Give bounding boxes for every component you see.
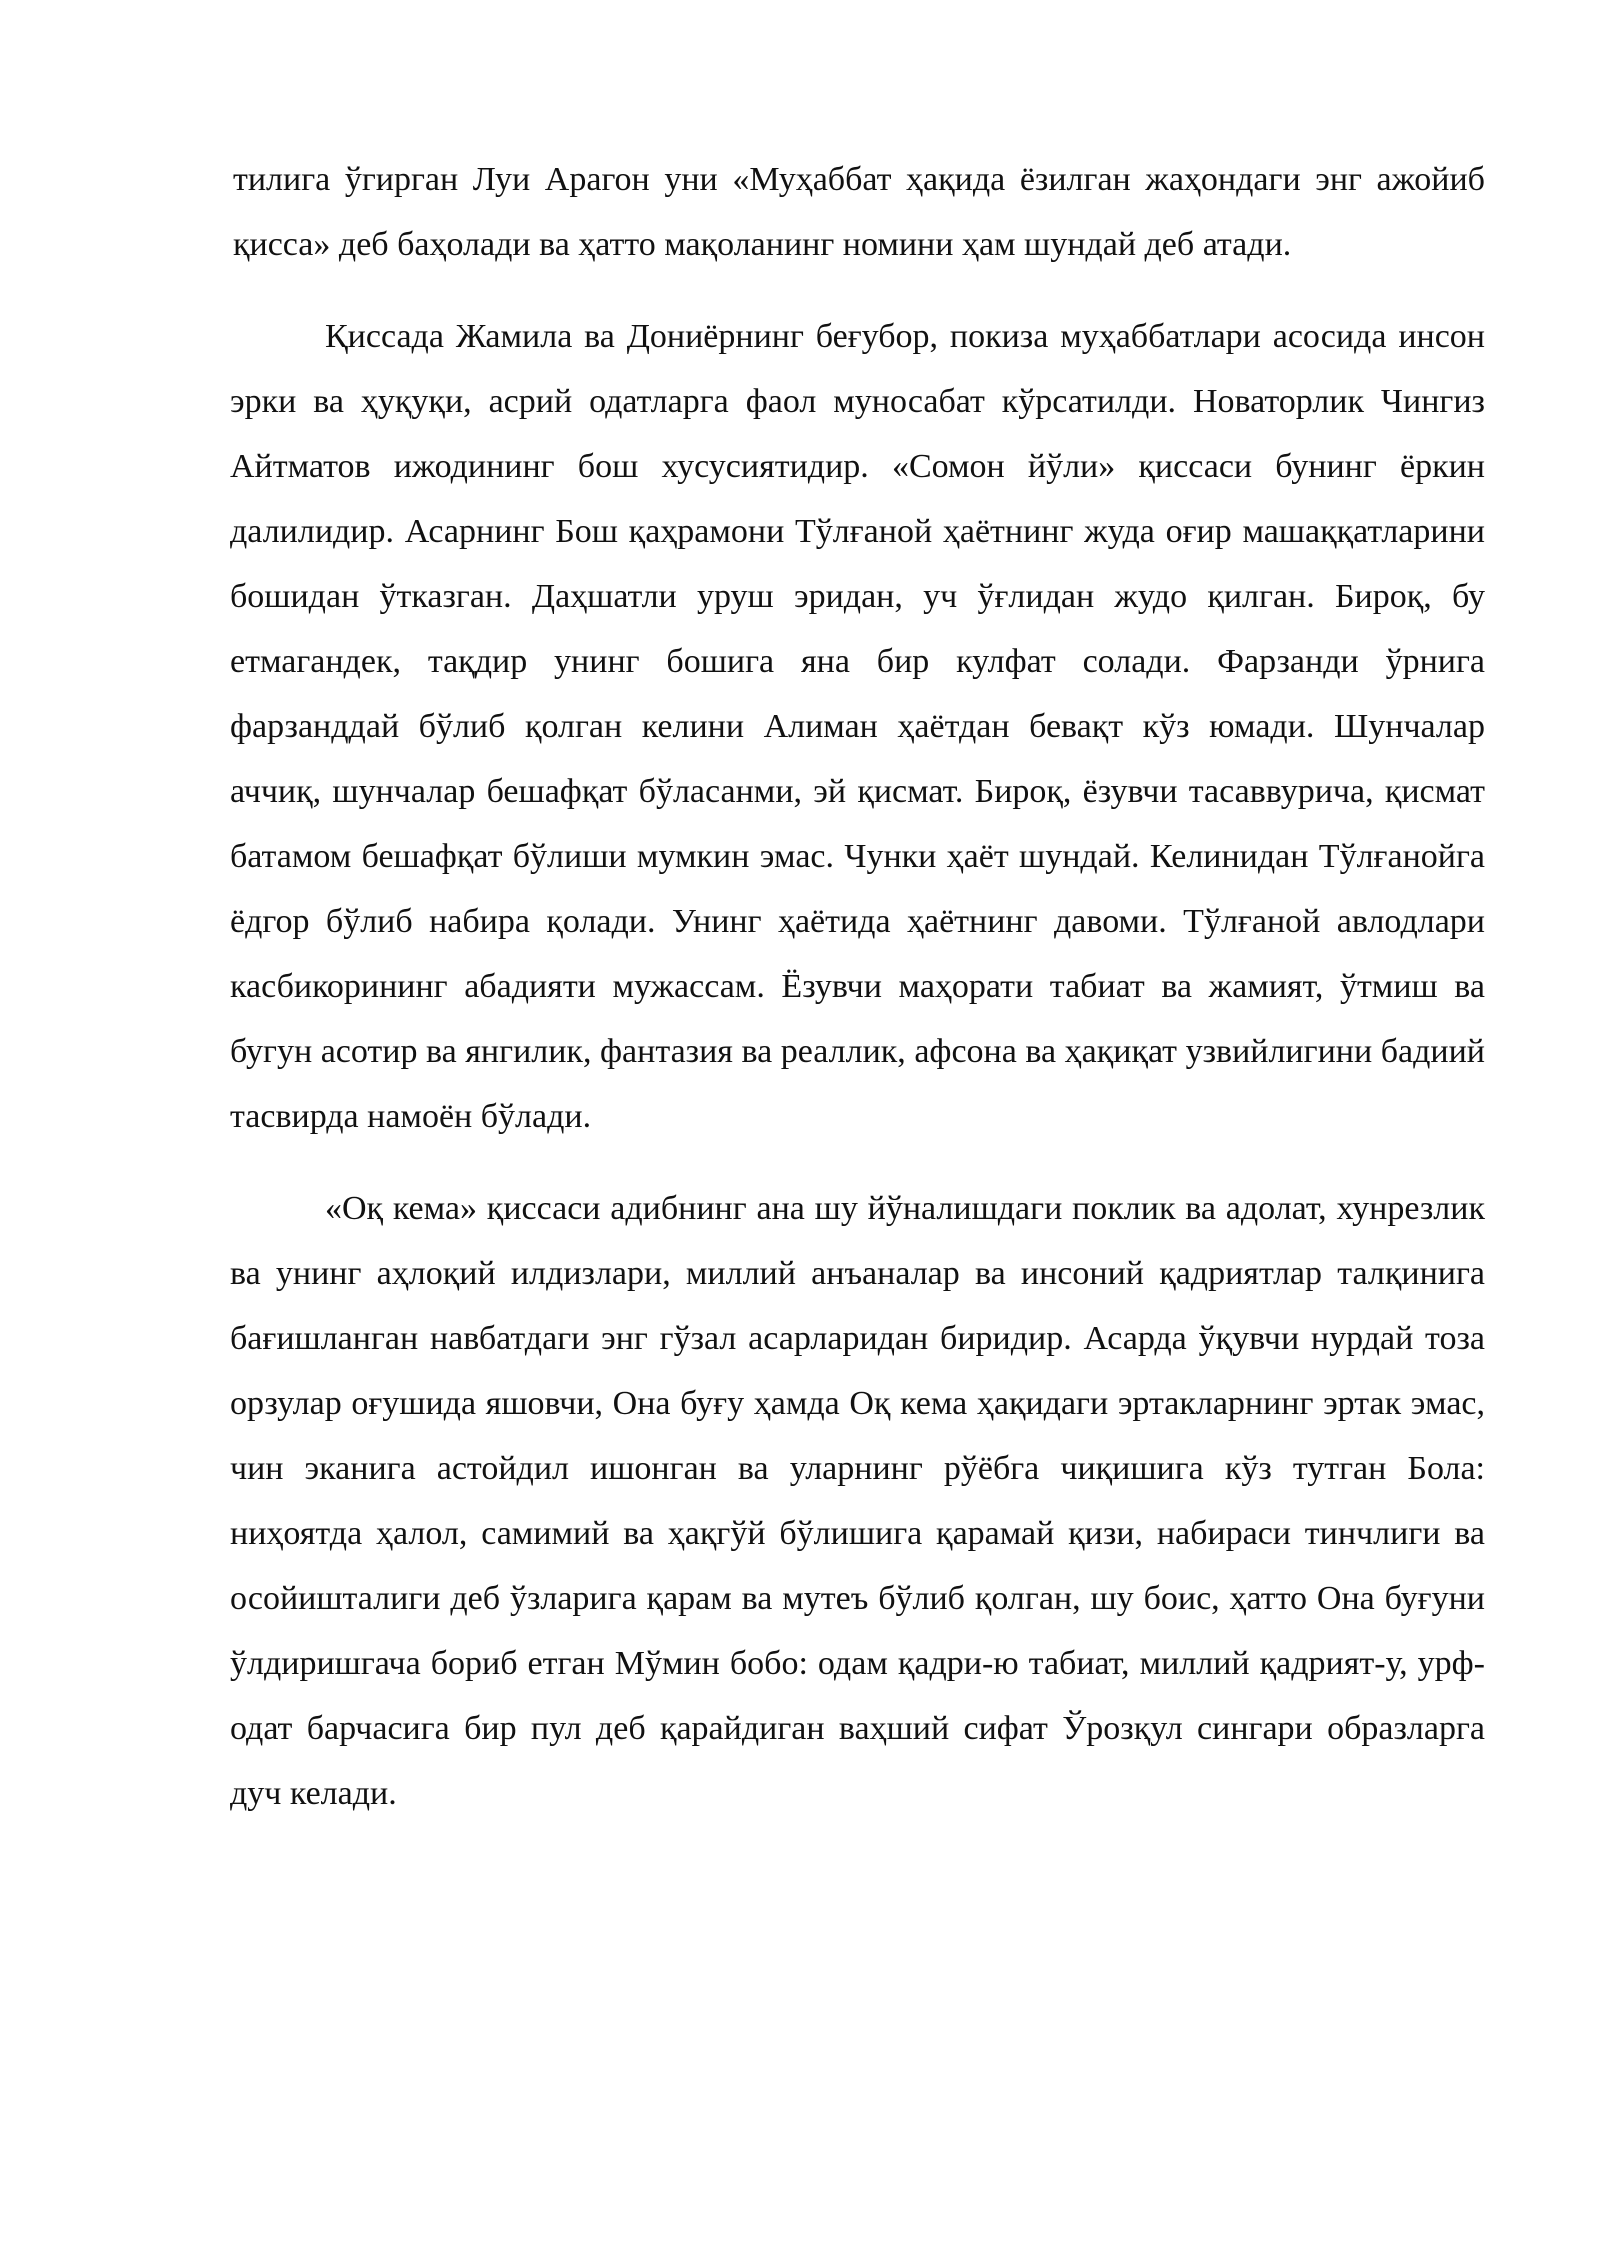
paragraph-2: Қиссада Жамила ва Дониёрнинг беғубор, покиза муҳаббатлари асосида инсон эрки ва ҳуқуқи, асрий одатларга фаол муносабат кўрсатилди. Новаторлик Чингиз Айтматов ижодининг бош хусусиятидир. «Сомон йўли» қиссаси бунинг ёркин далилидир. Асарнинг Бош қаҳрамони Тўлғаной ҳаётнинг жуда оғир машаққатларини бошидан ўтказган. Даҳшатли уруш эридан, уч ўғлидан жудо қилган. Бироқ, бу етмагандек, тақдир унинг бошига яна бир кулфат солади. Фарзанди ўрнига фарзанддай бўлиб қолган келини Алиман ҳаётдан бевақт кўз юмади. Шунчалар аччиқ, шунчалар бешафқат бўласанми, эй қисмат. Бироқ, ёзувчи тасаввурича, қисмат батамом бешафқат бўлиши мумкин эмас. Чунки ҳаёт шундай. Келинидан Тўлғанойга ёдгор бўлиб набира қолади. Унинг ҳаётида ҳаётнинг давоми. Тўлғаной авлодлари касбикорининг абадияти мужассам. Ёзувчи маҳорати табиат ва жамият, ўтмиш ва бугун асотир ва янгилик, фантазия ва реаллик, афсона ва ҳақиқат узвийлигини бадиий тасвирда намоён бўлади. (230, 318, 1485, 1135)
document-body (230, 147, 1485, 1826)
paragraph-3: «Оқ кема» қиссаси адибнинг ана шу йўналишдаги поклик ва адолат, хунрезлик ва унинг аҳлоқий илдизлари, миллий анъаналар ва инсоний қадриятлар талқинига бағишланган навбатдаги энг гўзал асарларидан биридир. Асарда ўқувчи нурдай тоза орзулар оғушида яшовчи, Она буғу ҳамда Оқ кема ҳақидаги эртакларнинг эртак эмас, чин эканига астойдил ишонган ва уларнинг рўёбга чиқишига кўз тутган Бола: ниҳоятда ҳалол, самимий ва ҳақгўй бўлишига қарамай қизи, набираси тинчлиги ва осойишталиги деб ўзларига қарам ва мутеъ бўлиб қолган, шу боис, ҳатто Она буғуни ўлдиришгача бориб етган Мўмин бобо: одам қадри-ю табиат, миллий қадрият-у, урф-одат барчасига бир пул деб қарайдиган ваҳший сифат Ўрозқул сингари образларга дуч келади. (230, 1190, 1485, 1812)
paragraph-1: тилига ўгирган Луи Арагон уни «Муҳаббат ҳақида ёзилган жаҳондаги энг ажойиб қисса» деб баҳолади ва ҳатто мақоланинг номини ҳам шундай деб атади. (233, 161, 1485, 263)
